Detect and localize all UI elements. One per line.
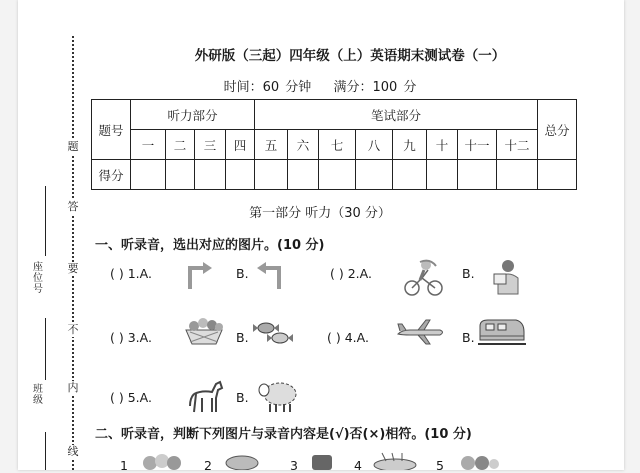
score-cell[interactable] bbox=[458, 160, 497, 190]
question-5-option-b[interactable]: B. bbox=[236, 390, 249, 405]
listening-section-header: 听力部分 bbox=[131, 100, 255, 130]
question-number-cell: 十一 bbox=[458, 130, 497, 160]
question-4-option-b[interactable]: B. bbox=[462, 330, 475, 345]
exam-time: 时间：60 分钟 bbox=[223, 80, 312, 95]
writing-section-header: 笔试部分 bbox=[255, 100, 538, 130]
score-cell[interactable] bbox=[319, 160, 356, 190]
section-one-heading: 一、听录音，选出对应的图片。(10 分) bbox=[95, 238, 325, 253]
margin-char: 线 bbox=[67, 445, 79, 458]
question-number-cell: 二 bbox=[166, 130, 195, 160]
score-cell[interactable] bbox=[393, 160, 427, 190]
question-5-blank[interactable]: ( ) 5.A. bbox=[110, 390, 152, 405]
class-fill-line bbox=[45, 318, 46, 380]
question-1-blank[interactable]: ( ) 1.A. bbox=[110, 266, 152, 281]
question-number-cell: 一 bbox=[131, 130, 166, 160]
exam-title: 外研版（三起）四年级（上）英语期末测试卷（一） bbox=[194, 48, 506, 64]
score-table bbox=[91, 99, 577, 190]
section-2-item-number: 5 bbox=[436, 458, 444, 473]
question-1-option-b[interactable]: B. bbox=[236, 266, 249, 281]
fruits-icon bbox=[140, 451, 184, 470]
sheep-icon bbox=[256, 376, 300, 414]
train-icon bbox=[478, 316, 526, 346]
exam-full-score: 满分：100 分 bbox=[333, 80, 417, 95]
part-one-heading: 第一部分 听力（30 分） bbox=[249, 206, 391, 221]
exam-info bbox=[200, 76, 440, 95]
total-score-cell[interactable] bbox=[538, 160, 577, 190]
score-cell[interactable] bbox=[255, 160, 288, 190]
name-fill-line bbox=[45, 432, 46, 470]
section-2-item-number: 3 bbox=[290, 458, 298, 473]
question-4-blank[interactable]: ( ) 4.A. bbox=[327, 330, 369, 345]
question-number-cell: 五 bbox=[255, 130, 288, 160]
cake-icon bbox=[308, 451, 336, 470]
margin-char: 内 bbox=[67, 381, 79, 394]
question-number-cell: 六 bbox=[288, 130, 319, 160]
question-number-cell: 九 bbox=[393, 130, 427, 160]
candies-icon bbox=[252, 316, 296, 348]
score-row-label: 得分 bbox=[92, 160, 131, 190]
question-number-cell: 十 bbox=[427, 130, 458, 160]
total-header: 总分 bbox=[538, 100, 577, 160]
turn-left-arrow-icon bbox=[255, 260, 283, 290]
score-cell[interactable] bbox=[195, 160, 226, 190]
section-two-heading: 二、听录音，判断下列图片与录音内容是(√)否(×)相符。(10 分) bbox=[95, 427, 472, 442]
margin-char: 不 bbox=[67, 323, 79, 336]
question-number-cell: 四 bbox=[226, 130, 255, 160]
question-3-option-b[interactable]: B. bbox=[236, 330, 249, 345]
margin-char: 要 bbox=[67, 262, 79, 275]
airplane-icon bbox=[396, 318, 446, 346]
class-label: 班级 bbox=[33, 384, 43, 406]
horse-icon bbox=[186, 376, 226, 416]
girl-reading-icon bbox=[490, 258, 524, 296]
score-cell[interactable] bbox=[226, 160, 255, 190]
score-cell[interactable] bbox=[427, 160, 458, 190]
question-number-cell: 三 bbox=[195, 130, 226, 160]
seat-fill-line bbox=[45, 186, 46, 256]
binding-dotted-line bbox=[72, 36, 74, 470]
section-2-item-number: 4 bbox=[354, 458, 362, 473]
vegetables-icon bbox=[456, 451, 500, 470]
score-cell[interactable] bbox=[288, 160, 319, 190]
margin-char: 题 bbox=[67, 140, 79, 153]
question-2-option-b[interactable]: B. bbox=[462, 266, 475, 281]
girl-cycling-icon bbox=[402, 258, 444, 296]
fruit-basket-icon bbox=[182, 316, 226, 346]
question-number-cell: 八 bbox=[356, 130, 393, 160]
grill-icon bbox=[372, 451, 418, 470]
bread-icon bbox=[224, 451, 260, 470]
score-cell[interactable] bbox=[131, 160, 166, 190]
question-number-header: 题号 bbox=[92, 100, 131, 160]
question-2-blank[interactable]: ( ) 2.A. bbox=[330, 266, 372, 281]
score-cell[interactable] bbox=[166, 160, 195, 190]
seat-label: 座位号 bbox=[33, 262, 43, 295]
question-number-cell: 十二 bbox=[497, 130, 538, 160]
section-2-item-number: 2 bbox=[204, 458, 212, 473]
question-number-cell: 七 bbox=[319, 130, 356, 160]
section-2-item-number: 1 bbox=[120, 458, 128, 473]
score-cell[interactable] bbox=[356, 160, 393, 190]
question-3-blank[interactable]: ( ) 3.A. bbox=[110, 330, 152, 345]
margin-char: 答 bbox=[67, 200, 79, 213]
turn-right-arrow-icon bbox=[186, 260, 214, 290]
score-cell[interactable] bbox=[497, 160, 538, 190]
